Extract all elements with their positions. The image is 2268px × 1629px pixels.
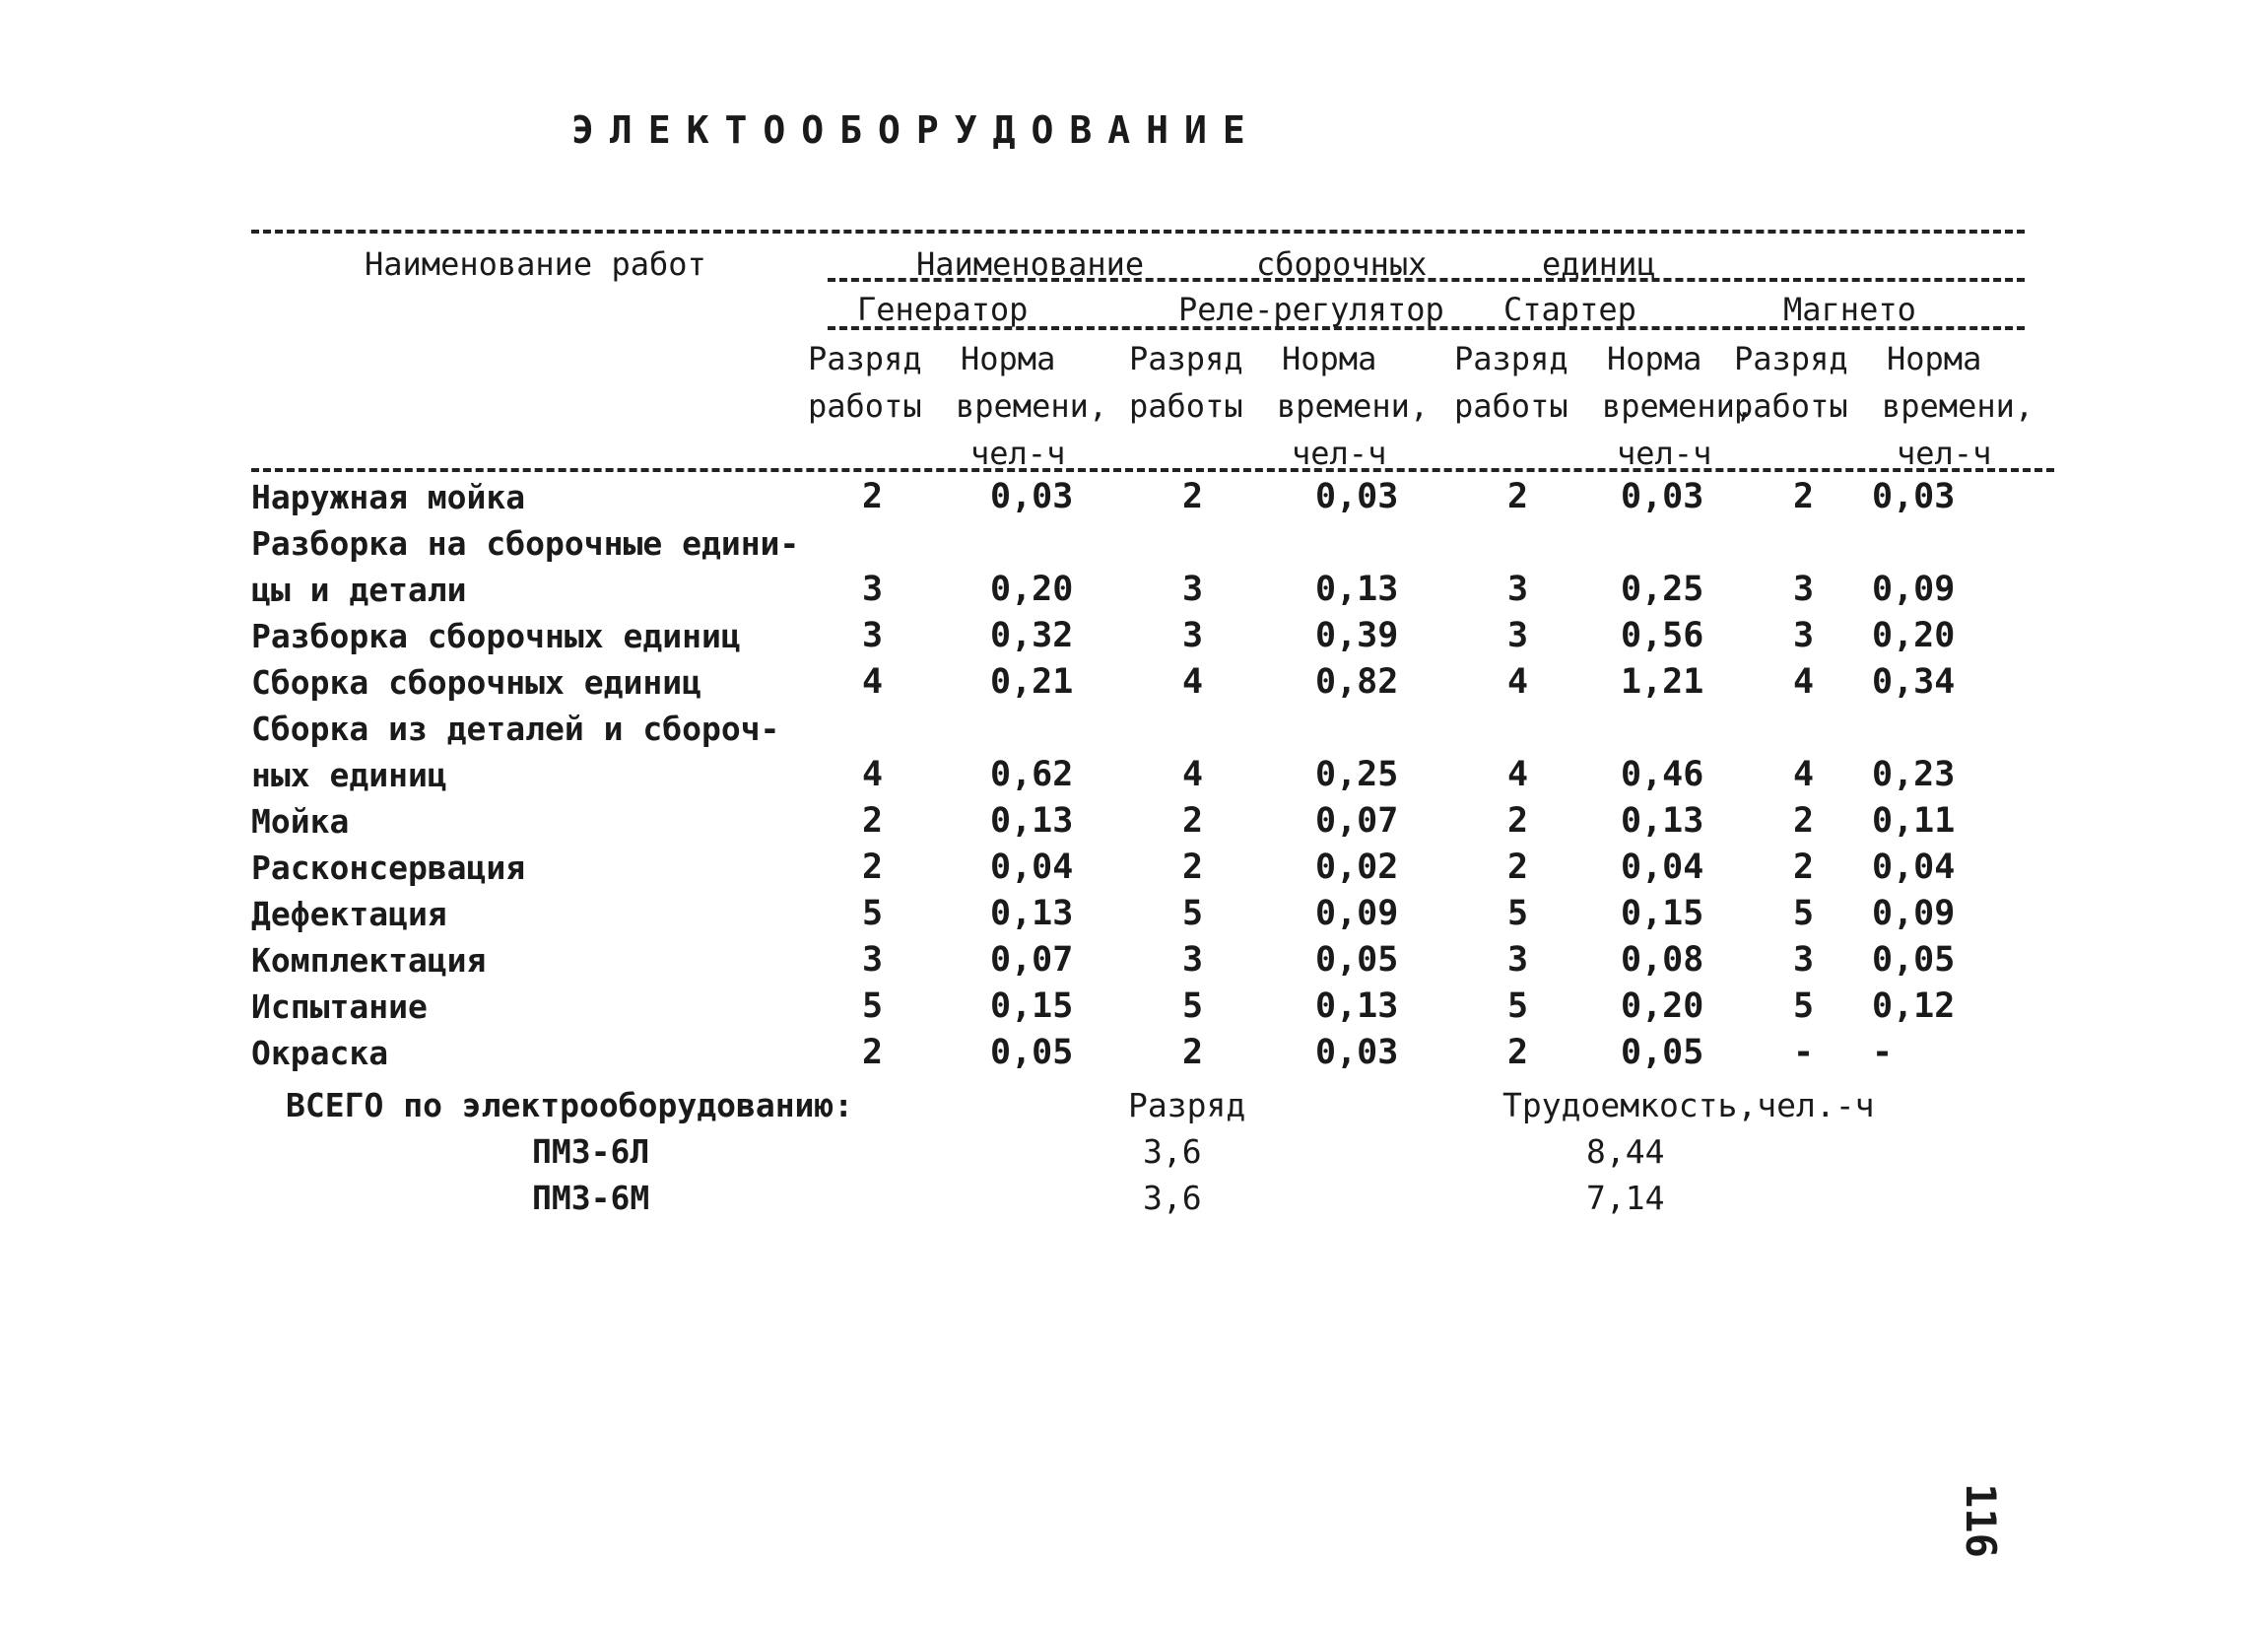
- grade-cell-7-2: 5: [1182, 894, 1204, 933]
- grade-cell-9-6: 5: [1793, 986, 1815, 1026]
- grade-cell-1-4: 3: [1507, 570, 1529, 609]
- grade-header-relay-regulator: Разряд: [1129, 340, 1243, 377]
- row-name-9: Испытание: [251, 987, 428, 1026]
- norm-cell-10-5: 0,05: [1621, 1033, 1704, 1072]
- norm-cell-5-3: 0,07: [1315, 801, 1399, 841]
- norm-cell-0-7: 0,03: [1872, 477, 1956, 516]
- grade-cell-10-4: 2: [1507, 1033, 1529, 1072]
- norm-cell-3-5: 1,21: [1621, 662, 1704, 702]
- works-column-header: Наименование работ: [365, 245, 706, 283]
- norm-cell-3-1: 0,21: [990, 662, 1074, 702]
- grade-header-relay-regulator-2: работы: [1129, 387, 1243, 425]
- norm-cell-10-3: 0,03: [1315, 1033, 1399, 1072]
- grade-cell-6-0: 2: [862, 848, 884, 887]
- norm-cell-6-1: 0,04: [990, 848, 1074, 887]
- grade-cell-8-4: 3: [1507, 940, 1529, 980]
- grade-cell-0-4: 2: [1507, 477, 1529, 516]
- norm-cell-7-7: 0,09: [1872, 894, 1956, 933]
- grade-header-generator: Разряд: [808, 340, 922, 377]
- grade-cell-2-6: 3: [1793, 616, 1815, 655]
- grade-cell-9-2: 5: [1182, 986, 1204, 1026]
- row-name-4-cont: ных единиц: [251, 756, 447, 794]
- grade-cell-5-0: 2: [862, 801, 884, 841]
- norm-header-generator-2: времени,: [956, 387, 1108, 425]
- grade-cell-4-2: 4: [1182, 755, 1204, 794]
- page-number: 116: [1957, 1483, 2005, 1558]
- norm-header-generator: Норма: [961, 340, 1056, 377]
- norm-cell-10-7: -: [1872, 1033, 1894, 1072]
- group-label-1: Наименование: [916, 245, 1145, 283]
- grade-header-magneto: Разряд: [1734, 340, 1848, 377]
- norm-header-starter-2: времени,: [1602, 387, 1755, 425]
- grade-cell-7-4: 5: [1507, 894, 1529, 933]
- grade-cell-1-2: 3: [1182, 570, 1204, 609]
- grade-cell-1-0: 3: [862, 570, 884, 609]
- grade-cell-4-0: 4: [862, 755, 884, 794]
- norm-cell-3-3: 0,82: [1315, 662, 1399, 702]
- grade-cell-2-0: 3: [862, 616, 884, 655]
- norm-cell-0-3: 0,03: [1315, 477, 1399, 516]
- grade-cell-10-6: -: [1793, 1033, 1815, 1072]
- unit-header-magneto: Магнето: [1783, 291, 1916, 328]
- grade-cell-2-2: 3: [1182, 616, 1204, 655]
- grade-cell-4-6: 4: [1793, 755, 1815, 794]
- norm-cell-8-3: 0,05: [1315, 940, 1399, 980]
- norm-header-magneto-2: времени,: [1882, 387, 2035, 425]
- row-name-0: Наружная мойка: [251, 478, 526, 516]
- row-name-6: Расконсервация: [251, 848, 526, 887]
- grade-cell-8-2: 3: [1182, 940, 1204, 980]
- norm-cell-2-7: 0,20: [1872, 616, 1956, 655]
- grade-cell-10-0: 2: [862, 1033, 884, 1072]
- norm-cell-10-1: 0,05: [990, 1033, 1074, 1072]
- norm-cell-1-1: 0,20: [990, 570, 1074, 609]
- norm-cell-2-3: 0,39: [1315, 616, 1399, 655]
- row-name-2: Разборка сборочных единиц: [251, 617, 741, 655]
- row-name-3: Сборка сборочных единиц: [251, 663, 701, 702]
- norm-cell-0-5: 0,03: [1621, 477, 1704, 516]
- norm-cell-7-1: 0,13: [990, 894, 1074, 933]
- grade-cell-3-6: 4: [1793, 662, 1815, 702]
- grade-header-starter: Разряд: [1454, 340, 1568, 377]
- unit-header-generator: Генератор: [857, 291, 1029, 328]
- totals-labor-0: 8,44: [1586, 1132, 1665, 1171]
- totals-grade-1: 3,6: [1143, 1179, 1202, 1217]
- norm-cell-4-1: 0,62: [990, 755, 1074, 794]
- grade-cell-5-2: 2: [1182, 801, 1204, 841]
- norm-cell-8-7: 0,05: [1872, 940, 1956, 980]
- grade-cell-8-6: 3: [1793, 940, 1815, 980]
- grade-cell-4-4: 4: [1507, 755, 1529, 794]
- totals-model-1: ПМЗ-6М: [532, 1179, 650, 1217]
- grade-cell-6-4: 2: [1507, 848, 1529, 887]
- norm-cell-1-7: 0,09: [1872, 570, 1956, 609]
- norm-header-generator-3: чел-ч: [970, 435, 1066, 472]
- grade-cell-7-0: 5: [862, 894, 884, 933]
- grade-cell-6-6: 2: [1793, 848, 1815, 887]
- norm-cell-1-5: 0,25: [1621, 570, 1704, 609]
- grade-cell-0-6: 2: [1793, 477, 1815, 516]
- norm-cell-3-7: 0,34: [1872, 662, 1956, 702]
- grade-header-starter-2: работы: [1454, 387, 1568, 425]
- row-name-8: Комплектация: [251, 941, 487, 980]
- norm-cell-8-1: 0,07: [990, 940, 1074, 980]
- norm-cell-7-5: 0,15: [1621, 894, 1704, 933]
- row-name-1: Разборка на сборочные едини-: [251, 524, 800, 563]
- norm-cell-5-7: 0,11: [1872, 801, 1956, 841]
- grade-cell-3-2: 4: [1182, 662, 1204, 702]
- header-bottom-rule: [251, 468, 2054, 472]
- grade-header-magneto-2: работы: [1734, 387, 1848, 425]
- norm-cell-6-5: 0,04: [1621, 848, 1704, 887]
- totals-labor-1: 7,14: [1586, 1179, 1665, 1217]
- row-name-10: Окраска: [251, 1034, 389, 1072]
- norm-cell-9-5: 0,20: [1621, 986, 1704, 1026]
- grade-header-generator-2: работы: [808, 387, 922, 425]
- norm-cell-5-1: 0,13: [990, 801, 1074, 841]
- norm-cell-4-3: 0,25: [1315, 755, 1399, 794]
- norm-header-relay-regulator-2: времени,: [1277, 387, 1430, 425]
- norm-cell-6-3: 0,02: [1315, 848, 1399, 887]
- norm-header-starter: Норма: [1607, 340, 1702, 377]
- norm-header-starter-3: чел-ч: [1617, 435, 1712, 472]
- unit-header-starter: Стартер: [1503, 291, 1636, 328]
- norm-cell-9-7: 0,12: [1872, 986, 1956, 1026]
- norm-cell-9-3: 0,13: [1315, 986, 1399, 1026]
- group-label-2: сборочных: [1256, 245, 1428, 283]
- totals-model-0: ПМЗ-6Л: [532, 1132, 650, 1171]
- header-top-rule: [251, 230, 2025, 234]
- grade-cell-5-4: 2: [1507, 801, 1529, 841]
- norm-cell-4-7: 0,23: [1872, 755, 1956, 794]
- row-name-7: Дефектация: [251, 895, 447, 933]
- grade-cell-10-2: 2: [1182, 1033, 1204, 1072]
- row-name-1-cont: цы и детали: [251, 571, 467, 609]
- norm-cell-2-1: 0,32: [990, 616, 1074, 655]
- norm-cell-2-5: 0,56: [1621, 616, 1704, 655]
- norm-header-magneto-3: чел-ч: [1897, 435, 1992, 472]
- grade-cell-9-0: 5: [862, 986, 884, 1026]
- norm-cell-9-1: 0,15: [990, 986, 1074, 1026]
- norm-cell-4-5: 0,46: [1621, 755, 1704, 794]
- grade-cell-0-2: 2: [1182, 477, 1204, 516]
- grade-cell-3-4: 4: [1507, 662, 1529, 702]
- grade-cell-3-0: 4: [862, 662, 884, 702]
- page-title: ЭЛЕКТООБОРУДОВАНИЕ: [571, 108, 1261, 152]
- norm-header-relay-regulator-3: чел-ч: [1292, 435, 1387, 472]
- totals-labor-header: Трудоемкость,чел.-ч: [1502, 1086, 1875, 1124]
- totals-grade-0: 3,6: [1143, 1132, 1202, 1171]
- grade-cell-2-4: 3: [1507, 616, 1529, 655]
- grade-cell-8-0: 3: [862, 940, 884, 980]
- unit-header-relay-regulator: Реле-регулятор: [1178, 291, 1444, 328]
- grade-cell-6-2: 2: [1182, 848, 1204, 887]
- norm-cell-1-3: 0,13: [1315, 570, 1399, 609]
- norm-cell-6-7: 0,04: [1872, 848, 1956, 887]
- totals-label: ВСЕГО по электрооборудованию:: [286, 1086, 854, 1124]
- totals-grade-header: Разряд: [1128, 1086, 1246, 1124]
- grade-cell-7-6: 5: [1793, 894, 1815, 933]
- grade-cell-0-0: 2: [862, 477, 884, 516]
- grade-cell-9-4: 5: [1507, 986, 1529, 1026]
- norm-cell-7-3: 0,09: [1315, 894, 1399, 933]
- norm-cell-8-5: 0,08: [1621, 940, 1704, 980]
- row-name-4: Сборка из деталей и сбороч-: [251, 710, 780, 748]
- row-name-5: Мойка: [251, 802, 350, 841]
- group-label-3: единиц: [1542, 245, 1656, 283]
- norm-cell-5-5: 0,13: [1621, 801, 1704, 841]
- norm-cell-0-1: 0,03: [990, 477, 1074, 516]
- grade-cell-1-6: 3: [1793, 570, 1815, 609]
- norm-header-relay-regulator: Норма: [1282, 340, 1377, 377]
- norm-header-magneto: Норма: [1887, 340, 1982, 377]
- grade-cell-5-6: 2: [1793, 801, 1815, 841]
